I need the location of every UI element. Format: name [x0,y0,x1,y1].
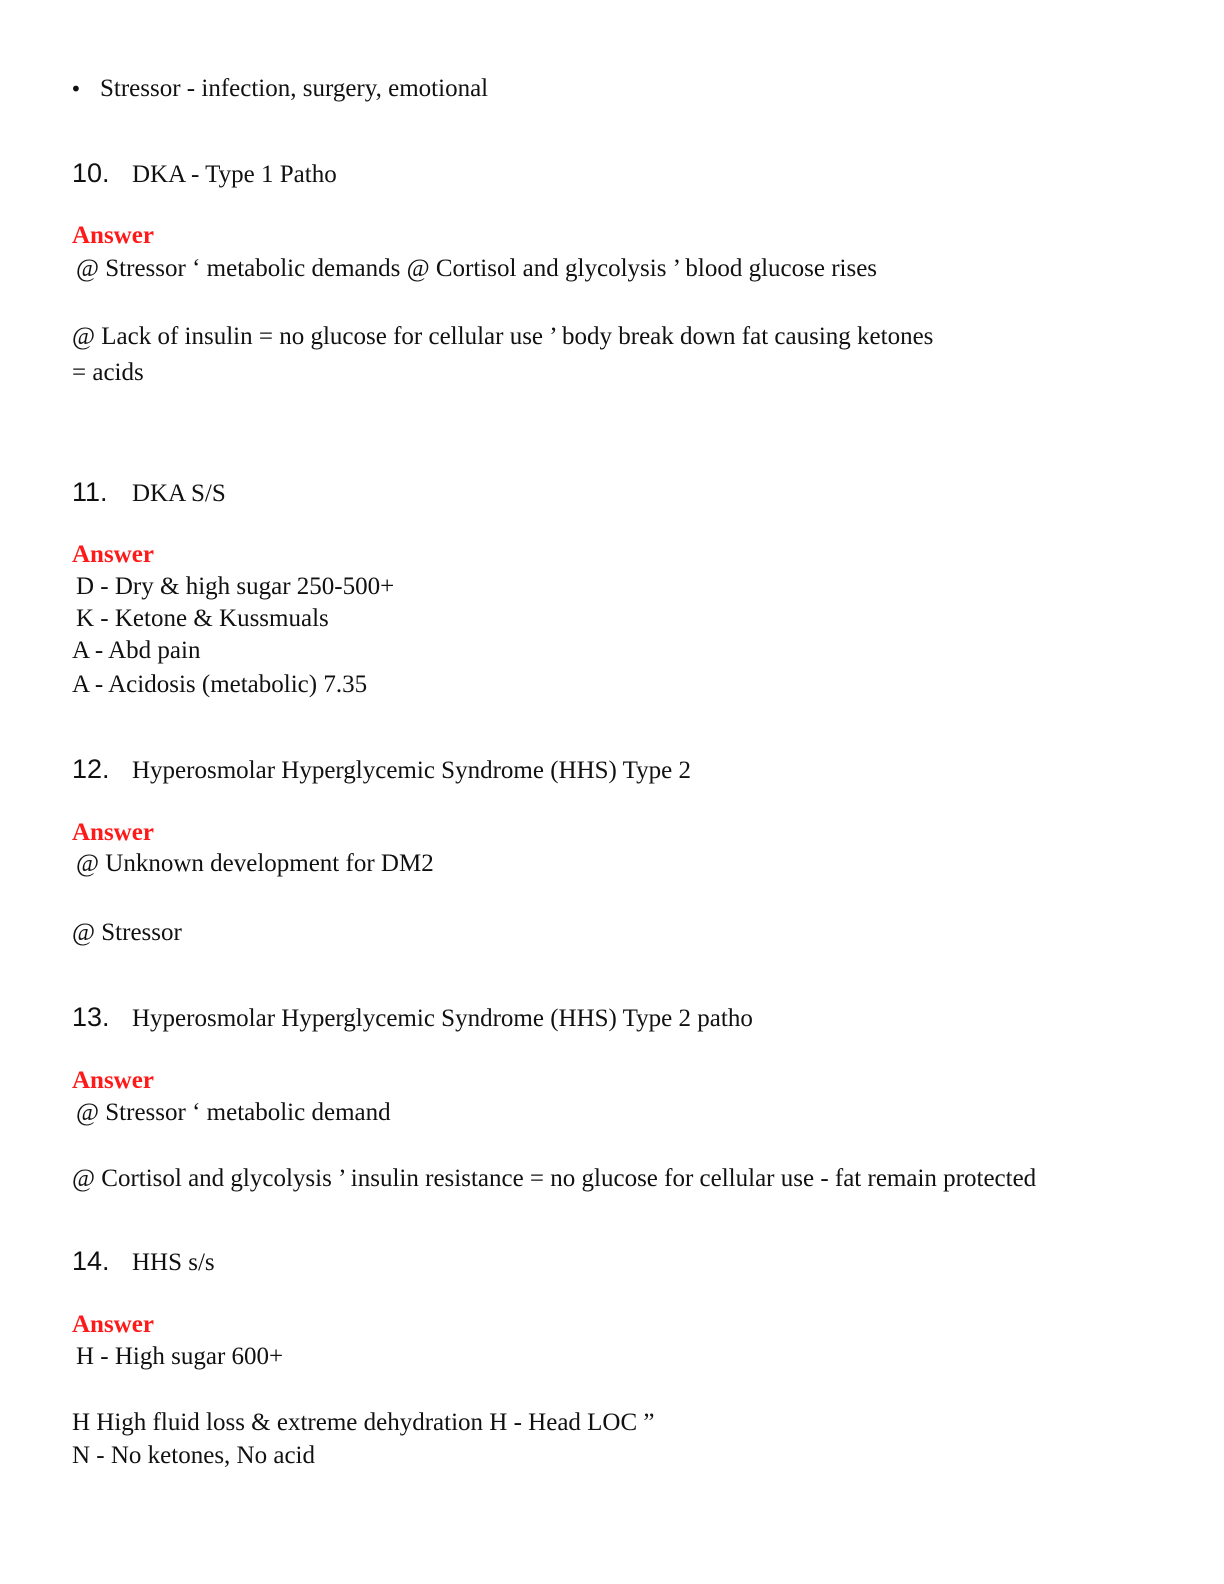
answer-label: Answer [72,222,154,249]
answer-label: Answer [72,819,154,846]
bullet-dot-icon: • [70,77,82,101]
answer-line: H High fluid loss & extreme dehydration H - Head LOC ” [72,1409,655,1436]
question-number: 13. [72,1002,110,1032]
answer-label: Answer [72,1067,154,1094]
question-number: 14. [72,1246,110,1276]
question-title: Hyperosmolar Hyperglycemic Syndrome (HHS) Type 2 patho [132,1005,753,1032]
answer-line: @ Stressor [72,919,182,946]
bullet-item [70,74,488,104]
answer-line: @ Cortisol and glycolysis ’ insulin resistance = no glucose for cellular use - fat remain protected [72,1165,1037,1192]
answer-line: D - Dry & high sugar 250-500+ [76,573,395,600]
question-11-heading [72,475,226,514]
answer-line: = acids [72,359,144,386]
answer-line: @ Stressor ‘ metabolic demand [76,1099,391,1126]
question-title: DKA S/S [132,480,226,507]
answer-line: H - High sugar 600+ [76,1343,284,1370]
question-10-heading [72,156,337,195]
answer-line: @ Unknown development for DM2 [76,850,434,877]
question-title: HHS s/s [132,1249,215,1276]
answer-line: K - Ketone & Kussmuals [76,605,329,632]
bullet-text: Stressor - infection, surgery, emotional [100,75,489,102]
answer-line: A - Abd pain [72,637,201,664]
answer-line: N - No ketones, No acid [72,1442,315,1469]
answer-line: A - Acidosis (metabolic) 7.35 [72,671,368,698]
answer-line: @ Stressor ‘ metabolic demands @ Cortisol and glycolysis ’ blood glucose rises [76,255,878,282]
question-number: 11. [72,477,108,507]
question-12-heading [72,752,691,791]
answer-line: @ Lack of insulin = no glucose for cellular use ’ body break down fat causing ketones [72,323,934,350]
question-title: Hyperosmolar Hyperglycemic Syndrome (HHS) Type 2 [132,757,692,784]
question-number: 12. [72,754,110,784]
question-14-heading [72,1244,215,1283]
answer-label: Answer [72,1311,154,1338]
question-13-heading [72,1000,753,1039]
question-title: DKA - Type 1 Patho [132,161,337,188]
question-number: 10. [72,158,110,188]
answer-label: Answer [72,541,154,568]
